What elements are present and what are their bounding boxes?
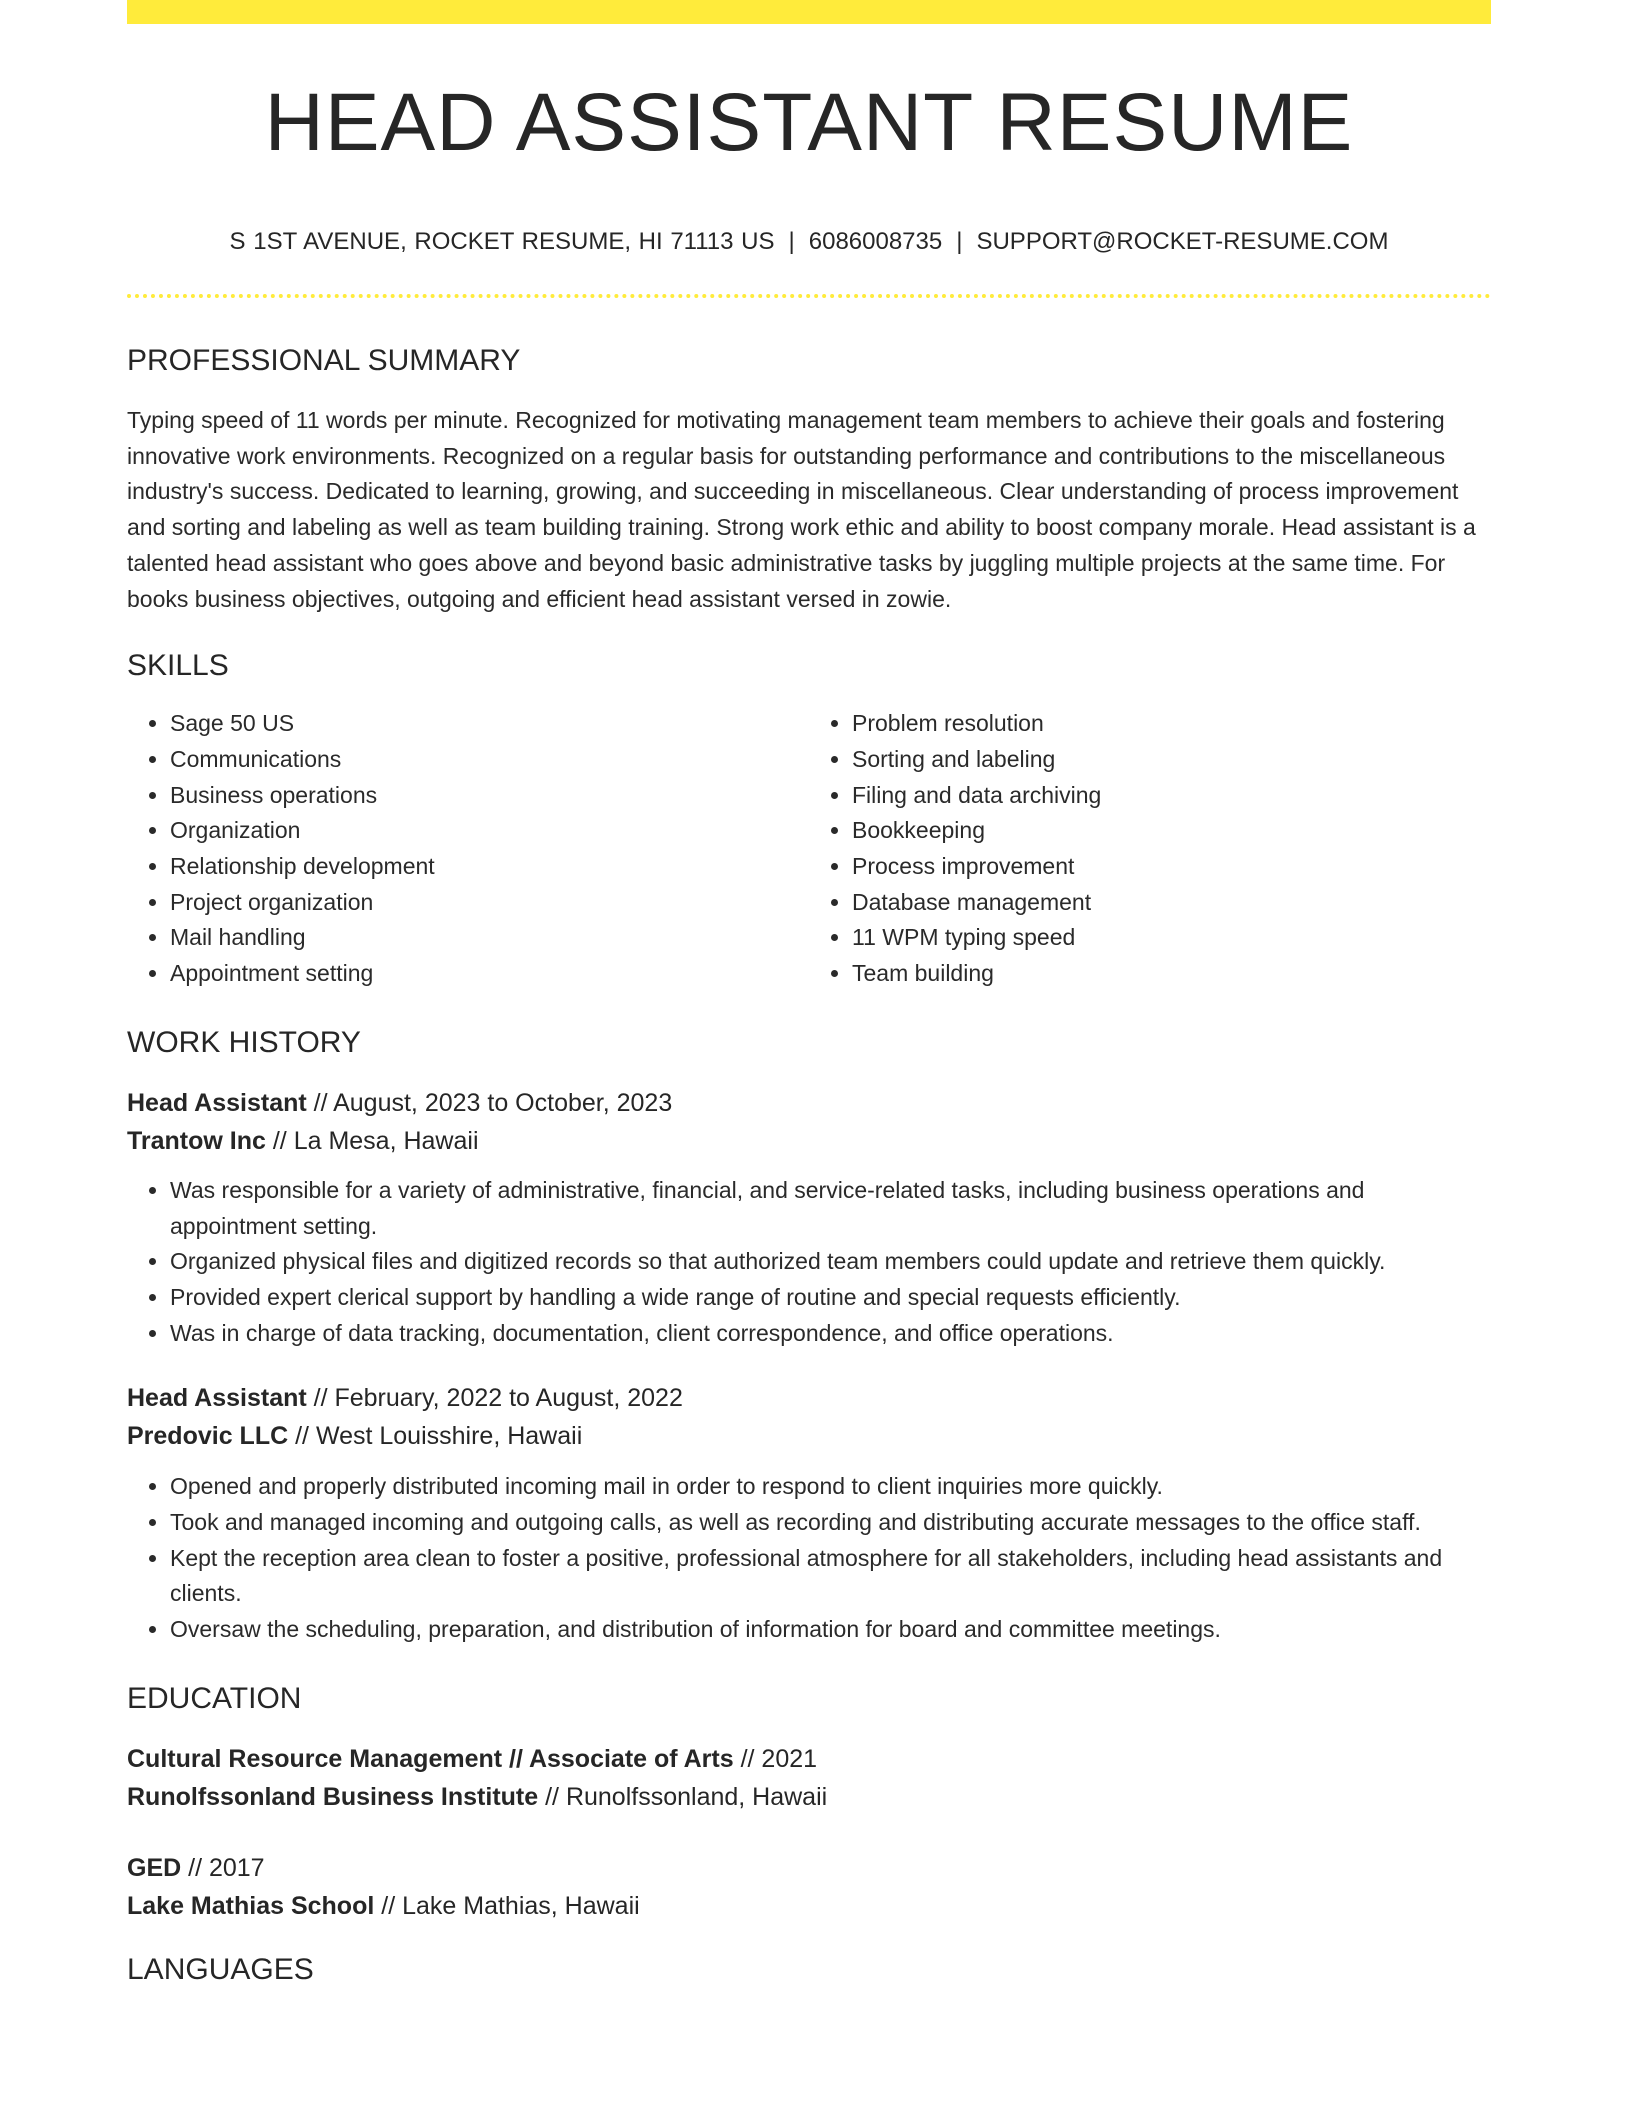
job-location: // West Louisshire, Hawaii <box>288 1422 583 1451</box>
contact-phone: 6086008735 <box>808 228 943 255</box>
resume-title: HEAD ASSISTANT RESUME <box>264 77 1354 168</box>
job-dates: // February, 2022 to August, 2022 <box>306 1384 683 1413</box>
contact-email: SUPPORT@ROCKET-RESUME.COM <box>976 228 1389 255</box>
education-entry <box>127 1849 1491 1925</box>
education-school-line <box>127 1887 1491 1925</box>
job-bullets <box>127 1469 1491 1648</box>
education-heading: EDUCATION <box>127 1681 302 1715</box>
job-entry <box>127 1379 1491 1648</box>
job-bullet: • Oversaw the scheduling, preparation, and distribution of information for board and committee meetings. <box>170 1612 1491 1648</box>
education-degree-line <box>127 1740 1491 1778</box>
skill-item: • Filing and data archiving <box>852 778 1491 814</box>
skills-column-left <box>127 706 809 992</box>
education-school-line <box>127 1778 1491 1816</box>
skill-item: • Communications <box>170 742 809 778</box>
resume-page <box>127 0 1491 1985</box>
job-role: Head Assistant <box>127 1088 307 1117</box>
education-location: // Lake Mathias, Hawaii <box>374 1891 640 1920</box>
skill-item: • 11 WPM typing speed <box>852 920 1491 956</box>
job-company-line <box>127 1417 1491 1455</box>
education-degree: Cultural Resource Management // Associate of Arts <box>127 1744 734 1773</box>
job-bullet: • Was responsible for a variety of administrative, financial, and service-related tasks, including business operations and appointment setting. <box>170 1173 1491 1244</box>
accent-bar <box>127 0 1491 24</box>
education-degree-line <box>127 1849 1491 1887</box>
job-dates: // August, 2023 to October, 2023 <box>306 1088 673 1117</box>
job-title-line <box>127 1084 1491 1122</box>
job-company: Trantow Inc <box>127 1126 266 1155</box>
job-company: Predovic LLC <box>127 1422 289 1451</box>
contact-address: S 1ST AVENUE, ROCKET RESUME, HI 71113 US <box>229 228 775 255</box>
skill-item: • Appointment setting <box>170 956 809 992</box>
job-bullet: • Opened and properly distributed incoming mail in order to respond to client inquiries more quickly. <box>170 1469 1491 1505</box>
skill-item: • Mail handling <box>170 920 809 956</box>
education-year: // 2017 <box>181 1853 265 1882</box>
education-year: // 2021 <box>733 1744 818 1773</box>
skills-heading: SKILLS <box>127 649 229 683</box>
skill-item: • Problem resolution <box>852 706 1491 742</box>
skills-list <box>127 706 1491 992</box>
summary-text: Typing speed of 11 words per minute. Recognized for motivating management team members to achieve their goals and fostering innovative work environments. Recognized on a regular basis for outstanding performance and contributions to the miscellaneous industry's success. Dedicated to learning, growing, and succeeding in miscellaneous. Clear understanding of process improvement and sorting and labeling as well as team building training. Strong work ethic and ability to boost company morale. Head assistant is a talented head assistant who goes above and beyond basic administrative tasks by juggling multiple projects at the same time. For books business objectives, outgoing and efficient head assistant versed in zowie. <box>127 407 1476 612</box>
languages-heading: LANGUAGES <box>127 1952 314 1986</box>
contact-line <box>127 230 1491 254</box>
job-entry <box>127 1084 1491 1352</box>
skill-item: • Bookkeeping <box>852 813 1491 849</box>
contact-separator: | <box>788 228 795 255</box>
job-bullet: • Organized physical files and digitized records so that authorized team members could update and retrieve them quickly. <box>170 1244 1491 1280</box>
education-entry <box>127 1740 1491 1816</box>
contact-separator: | <box>956 228 963 255</box>
summary-heading: PROFESSIONAL SUMMARY <box>127 344 521 377</box>
skill-item: • Relationship development <box>170 849 809 885</box>
job-company-line <box>127 1122 1491 1160</box>
education-school: Runolfssonland Business Institute <box>127 1782 539 1811</box>
job-location: // La Mesa, Hawaii <box>265 1126 479 1155</box>
work-history-heading: WORK HISTORY <box>127 1025 361 1059</box>
dotted-divider <box>127 294 1491 298</box>
skill-item: • Process improvement <box>852 849 1491 885</box>
skill-item: • Sorting and labeling <box>852 742 1491 778</box>
education-degree: GED <box>127 1853 182 1882</box>
skill-item: • Project organization <box>170 885 809 921</box>
skill-item: • Sage 50 US <box>170 706 809 742</box>
skill-item: • Team building <box>852 956 1491 992</box>
skill-item: • Database management <box>852 885 1491 921</box>
job-bullet: • Kept the reception area clean to foster a positive, professional atmosphere for all stakeholders, including head assistants and clients. <box>170 1541 1491 1612</box>
job-bullet: • Provided expert clerical support by handling a wide range of routine and special requests efficiently. <box>170 1280 1491 1316</box>
education-location: // Runolfssonland, Hawaii <box>538 1782 828 1811</box>
job-bullet: • Was in charge of data tracking, documentation, client correspondence, and office operations. <box>170 1316 1491 1352</box>
skill-item: • Organization <box>170 813 809 849</box>
job-bullets <box>127 1173 1491 1352</box>
job-role: Head Assistant <box>127 1384 307 1413</box>
skill-item: • Business operations <box>170 778 809 814</box>
job-title-line <box>127 1379 1491 1417</box>
skills-column-right <box>809 706 1491 992</box>
education-school: Lake Mathias School <box>127 1891 375 1920</box>
job-bullet: • Took and managed incoming and outgoing calls, as well as recording and distributing accurate messages to the office staff. <box>170 1505 1491 1541</box>
